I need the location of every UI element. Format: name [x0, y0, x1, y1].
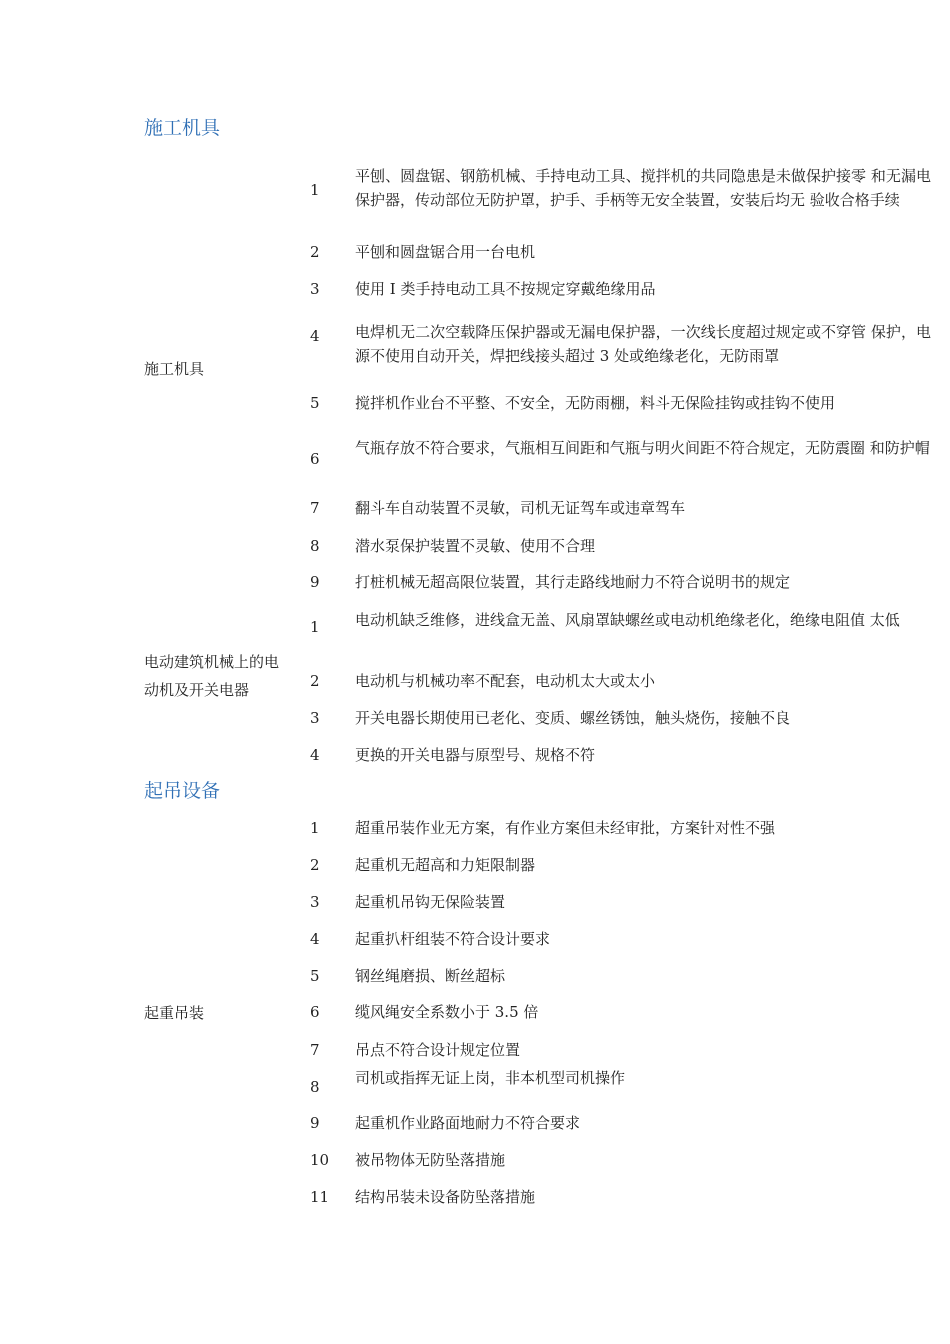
item-number: 10 [310, 1151, 330, 1169]
category-label: 施工机具 [144, 360, 205, 378]
item-text: 司机或指挥无证上岗，非本机型司机操作 [355, 1069, 626, 1087]
item-text: 平刨、圆盘锯、钢筋机械、手持电动工具、搅拌机的共同隐患是未做保护接零 和无漏电保护器，传动部位无防护罩，护手、手柄等无安全装置，安装后均无 验收合格手续 [355, 167, 931, 209]
item-text: 更换的开关电器与原型号、规格不符 [355, 746, 596, 764]
item-text: 打桩机械无超高限位装置，其行走路线地耐力不符合说明书的规定 [355, 573, 791, 591]
item-text: 使用 I 类手持电动工具不按规定穿戴绝缘用品 [355, 280, 656, 298]
item-number: 7 [310, 1041, 320, 1059]
item-number: 1 [310, 819, 320, 837]
item-text: 搅拌机作业台不平整、不安全，无防雨棚，料斗无保险挂钩或挂钩不使用 [355, 394, 836, 412]
item-text: 超重吊装作业无方案，有作业方案但未经审批，方案针对性不强 [355, 819, 776, 837]
item-number: 1 [310, 618, 320, 636]
item-number: 4 [310, 930, 320, 948]
item-text: 结构吊装未设备防坠落措施 [355, 1188, 536, 1206]
category-label: 起重吊装 [144, 1004, 205, 1022]
item-number: 3 [310, 280, 320, 298]
item-number: 1 [310, 181, 320, 199]
item-text: 被吊物体无防坠落措施 [355, 1151, 506, 1169]
item-number: 3 [310, 893, 320, 911]
item-text: 起重扒杆组装不符合设计要求 [355, 930, 551, 948]
item-number: 11 [310, 1188, 330, 1206]
item-text: 钢丝绳磨损、断丝超标 [355, 967, 506, 985]
item-text: 翻斗车自动装置不灵敏，司机无证驾车或违章驾车 [355, 499, 686, 517]
item-text: 电焊机无二次空载降压保护器或无漏电保护器，一次线长度超过规定或不穿管 保护，电源不使用自动开关，焊把线接头超过 3 处或绝缘老化，无防雨罩 [355, 323, 931, 365]
item-number: 5 [310, 394, 320, 412]
item-number: 7 [310, 499, 320, 517]
item-text: 起重机吊钩无保险装置 [355, 893, 506, 911]
item-text: 吊点不符合设计规定位置 [355, 1041, 521, 1059]
item-number: 9 [310, 573, 320, 591]
item-number: 9 [310, 1114, 320, 1132]
item-number: 8 [310, 1078, 320, 1096]
item-number: 4 [310, 746, 320, 764]
item-number: 6 [310, 450, 320, 468]
item-number: 4 [310, 327, 320, 345]
section-title: 施工机具 [144, 117, 221, 139]
item-number: 3 [310, 709, 320, 727]
item-text: 起重机无超高和力矩限制器 [355, 856, 536, 874]
item-number: 5 [310, 967, 320, 985]
category-label: 电动建筑机械上的电动机及开关电器 [144, 653, 280, 699]
item-text: 电动机与机械功率不配套，电动机太大或太小 [355, 672, 656, 690]
item-number: 6 [310, 1003, 320, 1021]
item-text: 平刨和圆盘锯合用一台电机 [355, 243, 536, 261]
item-text: 潜水泵保护装置不灵敏、使用不合理 [355, 537, 596, 555]
item-number: 2 [310, 243, 320, 261]
item-text: 开关电器长期使用已老化、变质、螺丝锈蚀，触头烧伤，接触不良 [355, 709, 791, 727]
section-title: 起吊设备 [144, 780, 221, 802]
item-text: 气瓶存放不符合要求，气瓶相互间距和气瓶与明火间距不符合规定，无防震圈 和防护帽 [355, 439, 930, 457]
item-text: 电动机缺乏维修，进线盒无盖、风扇罩缺螺丝或电动机绝缘老化，绝缘电阻值 太低 [355, 611, 900, 629]
item-text: 缆风绳安全系数小于 3.5 倍 [355, 1003, 539, 1021]
item-number: 2 [310, 672, 320, 690]
item-text: 起重机作业路面地耐力不符合要求 [355, 1114, 581, 1132]
item-number: 8 [310, 537, 320, 555]
item-number: 2 [310, 856, 320, 874]
